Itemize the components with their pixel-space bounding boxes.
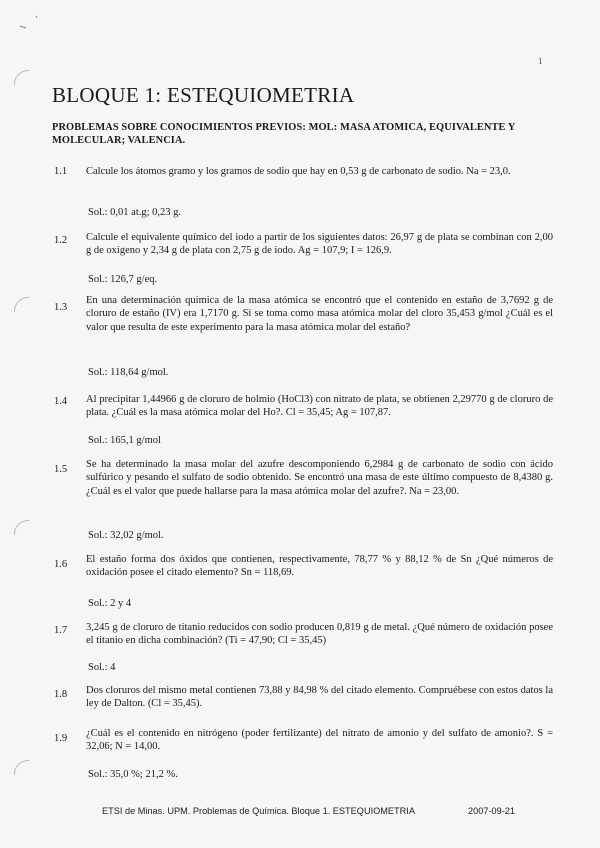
problem-text: El estaño forma dos óxidos que contienen, respectivamente, 78,77 % y 88,12 % de Sn ¿Qué números de oxidación posee el citado elemento? Sn = 118,69. — [86, 554, 553, 579]
problem-solution: Sol.: 0,01 at.g; 0,23 g. — [88, 207, 182, 218]
problem-solution: Sol.: 32,02 g/mol. — [88, 530, 164, 541]
problem-solution: Sol.: 126,7 g/eq. — [88, 274, 158, 285]
problem-text: Se ha determinado la masa molar del azufre descomponiendo 6,2984 g de carbonato de sodio con ácido sulfúrico y pesando el sulfato de sodio obtenido. Se encontró una masa de este último compuesto de 8,4380 g. ¿Cuál es el valor que puede hallarse para la masa atómica molar del azufre?. Na = 23,00. — [86, 459, 553, 497]
problem-text: Calcule el equivalente químico del iodo a partir de los siguientes datos: 26,97 g de plata se combinan con 2,00 g de oxígeno y 2,34 g de plata con 2,75 g de iodo. Ag = 107,9; I = 126,9. — [86, 232, 553, 257]
problem-number: 1.9 — [54, 733, 68, 744]
problem-text: ¿Cuál es el contenido en nitrógeno (poder fertilizante) del nitrato de amonio y del sulfato de amonio?. S = 32,06; N = 14,00. — [86, 728, 553, 753]
problem-number: 1.5 — [54, 464, 68, 475]
problem-solution: Sol.: 35,0 %; 21,2 %. — [88, 769, 178, 780]
problem-text: En una determinación química de la masa atómica se encontró que el contenido en estaño de 3,7692 g de cloruro de estaño (IV) era 1,7170 g. Si se toma como masa atómica molar del cloro 35,453 g/mol ¿Cuál es el valor que resulta de este experimento para la masa atómica molar del estaño? — [86, 295, 553, 333]
binder-hole-mark — [14, 70, 29, 85]
problem-solution: Sol.: 118,64 g/mol. — [88, 367, 169, 378]
problem-number: 1.2 — [54, 235, 68, 246]
problem-solution: Sol.: 165,1 g/mol — [88, 435, 161, 446]
problem-text: Al precipitar 1,44966 g de cloruro de holmio (HoCl3) con nitrato de plata, se obtienen 2,29770 g de cloruro de plata. ¿Cuál es la masa atómica molar del Ho?. Cl = 35,45; Ag = 107,87. — [86, 394, 553, 419]
page-title: BLOQUE 1: ESTEQUIOMETRIA — [52, 83, 355, 107]
problem-number: 1.6 — [54, 559, 68, 570]
page-number: 1 — [538, 56, 543, 66]
problem-number: 1.7 — [54, 625, 68, 636]
problem-text: Calcule los átomos gramo y los gramos de sodio que hay en 0,53 g de carbonato de sodio. Na = 23,0. — [86, 166, 511, 177]
problem-number: 1.8 — [54, 689, 68, 700]
problem-number: 1.3 — [54, 302, 68, 313]
scan-mark — [18, 12, 48, 32]
problem-text: 3,245 g de cloruro de titanio reducidos con sodio producen 0,819 g de metal. ¿Qué número de oxidación posee el titanio en dicha combinación? (Ti = 47,90; Cl = 35,45) — [86, 622, 553, 647]
problem-number: 1.4 — [54, 396, 68, 407]
binder-hole-mark — [14, 520, 29, 535]
problem-text: Dos cloruros del mismo metal contienen 73,88 y 84,98 % del citado elemento. Compruébese con estos datos la ley de Dalton. (Cl = 35,45). — [86, 685, 553, 710]
section-subtitle: PROBLEMAS SOBRE CONOCIMIENTOS PREVIOS: MOL: MASA ATOMICA, EQUIVALENTE Y MOLECULAR; VALENCIA. — [52, 122, 516, 146]
problem-solution: Sol.: 2 y 4 — [88, 598, 132, 609]
footer-date: 2007-09-21 — [468, 806, 515, 816]
binder-hole-mark — [14, 760, 29, 775]
binder-hole-mark — [14, 297, 29, 312]
problem-number: 1.1 — [54, 166, 68, 177]
problem-solution: Sol.: 4 — [88, 662, 116, 673]
page-footer: ETSI de Minas. UPM. Problemas de Química. Bloque 1. ESTEQUIOMETRIA — [102, 806, 415, 816]
